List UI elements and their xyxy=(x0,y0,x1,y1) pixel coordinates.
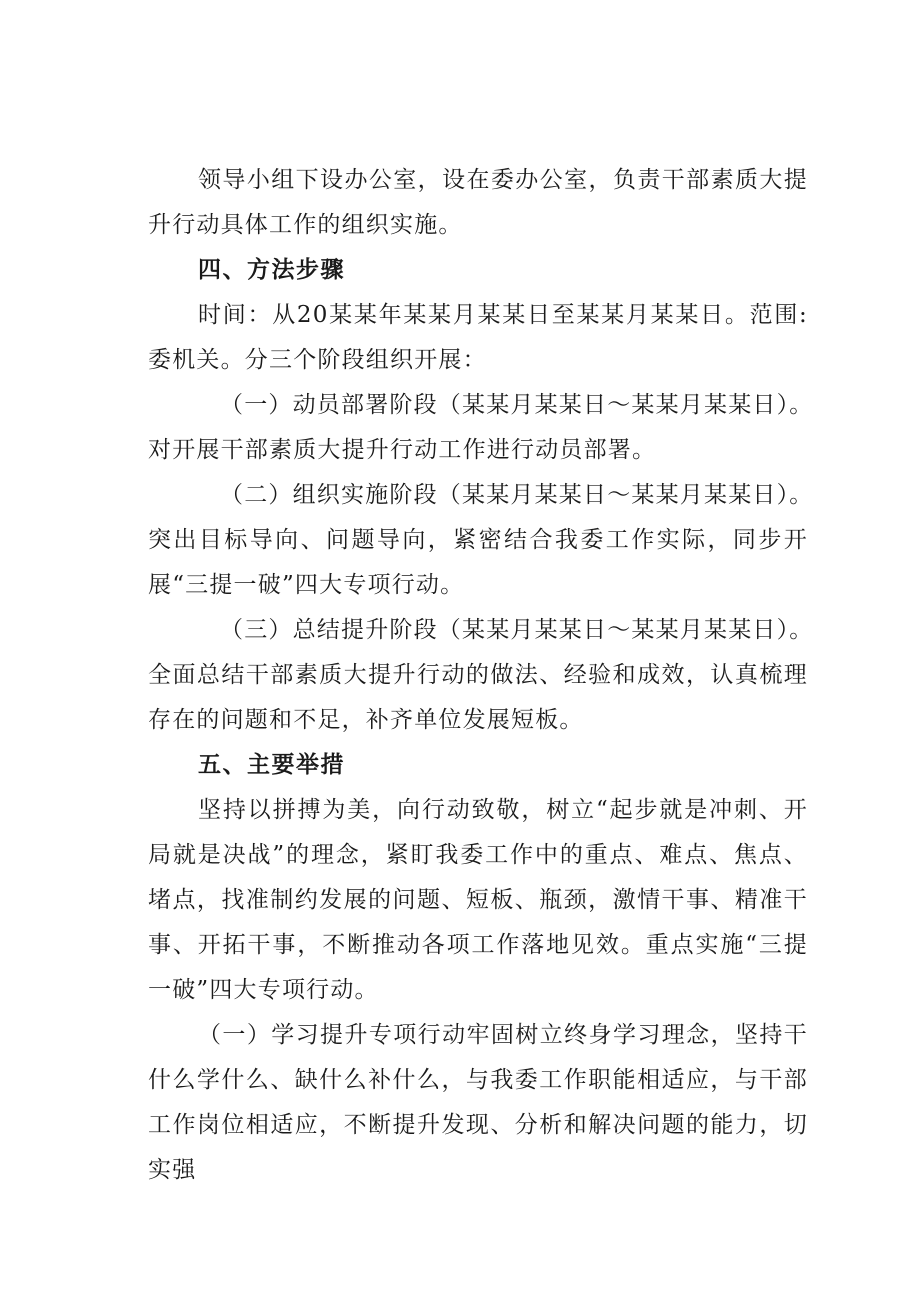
stage-body-3: 全面总结干部素质大提升行动的做法、经验和成效，认真梳理存在的问题和不足，补齐单位发展短板。 xyxy=(148,662,808,733)
stage-heading-2: （二）组织实施阶段（某某月某某日～某某月某某日）。 xyxy=(220,482,814,508)
stage-heading-1: （一）动员部署阶段（某某月某某日～某某月某某日）。 xyxy=(220,392,814,418)
section-heading-methods: 四、方法步骤 xyxy=(198,257,345,283)
stage-body-1: 对开展干部素质大提升行动工作进行动员部署。 xyxy=(148,437,657,463)
paragraph-time-scope: 时间：从20某某年某某月某某日至某某月某某日。范围:委机关。分三个阶段组织开展： xyxy=(148,302,808,373)
paragraph-measures: 坚持以拼搏为美，向行动致敬，树立“起步就是冲刺、开局就是决战”的理念，紧盯我委工作中的重点、难点、焦点、堵点，找准制约发展的问题、短板、瓶颈，激情干事、精准干事、开拓干事，不断推动各项工作落地见效。重点实施“三提一破”四大专项行动。 xyxy=(148,797,808,1003)
paragraph-study-action: （一）学习提升专项行动牢固树立终身学习理念，坚持干什么学什么、缺什么补什么，与我委工作职能相适应，与干部工作岗位相适应，不断提升发现、分析和解决问题的能力，切实强 xyxy=(148,1022,808,1183)
document-body xyxy=(148,158,814,1193)
section-heading-measures: 五、主要举措 xyxy=(198,752,345,778)
stage-heading-3: （三）总结提升阶段（某某月某某日～某某月某某日）。 xyxy=(220,617,814,643)
stage-body-2: 突出目标导向、问题导向，紧密结合我委工作实际，同步开展“三提一破”四大专项行动。 xyxy=(148,527,808,598)
paragraph-office: 领导小组下设办公室，设在委办公室，负责干部素质大提升行动具体工作的组织实施。 xyxy=(148,167,808,238)
